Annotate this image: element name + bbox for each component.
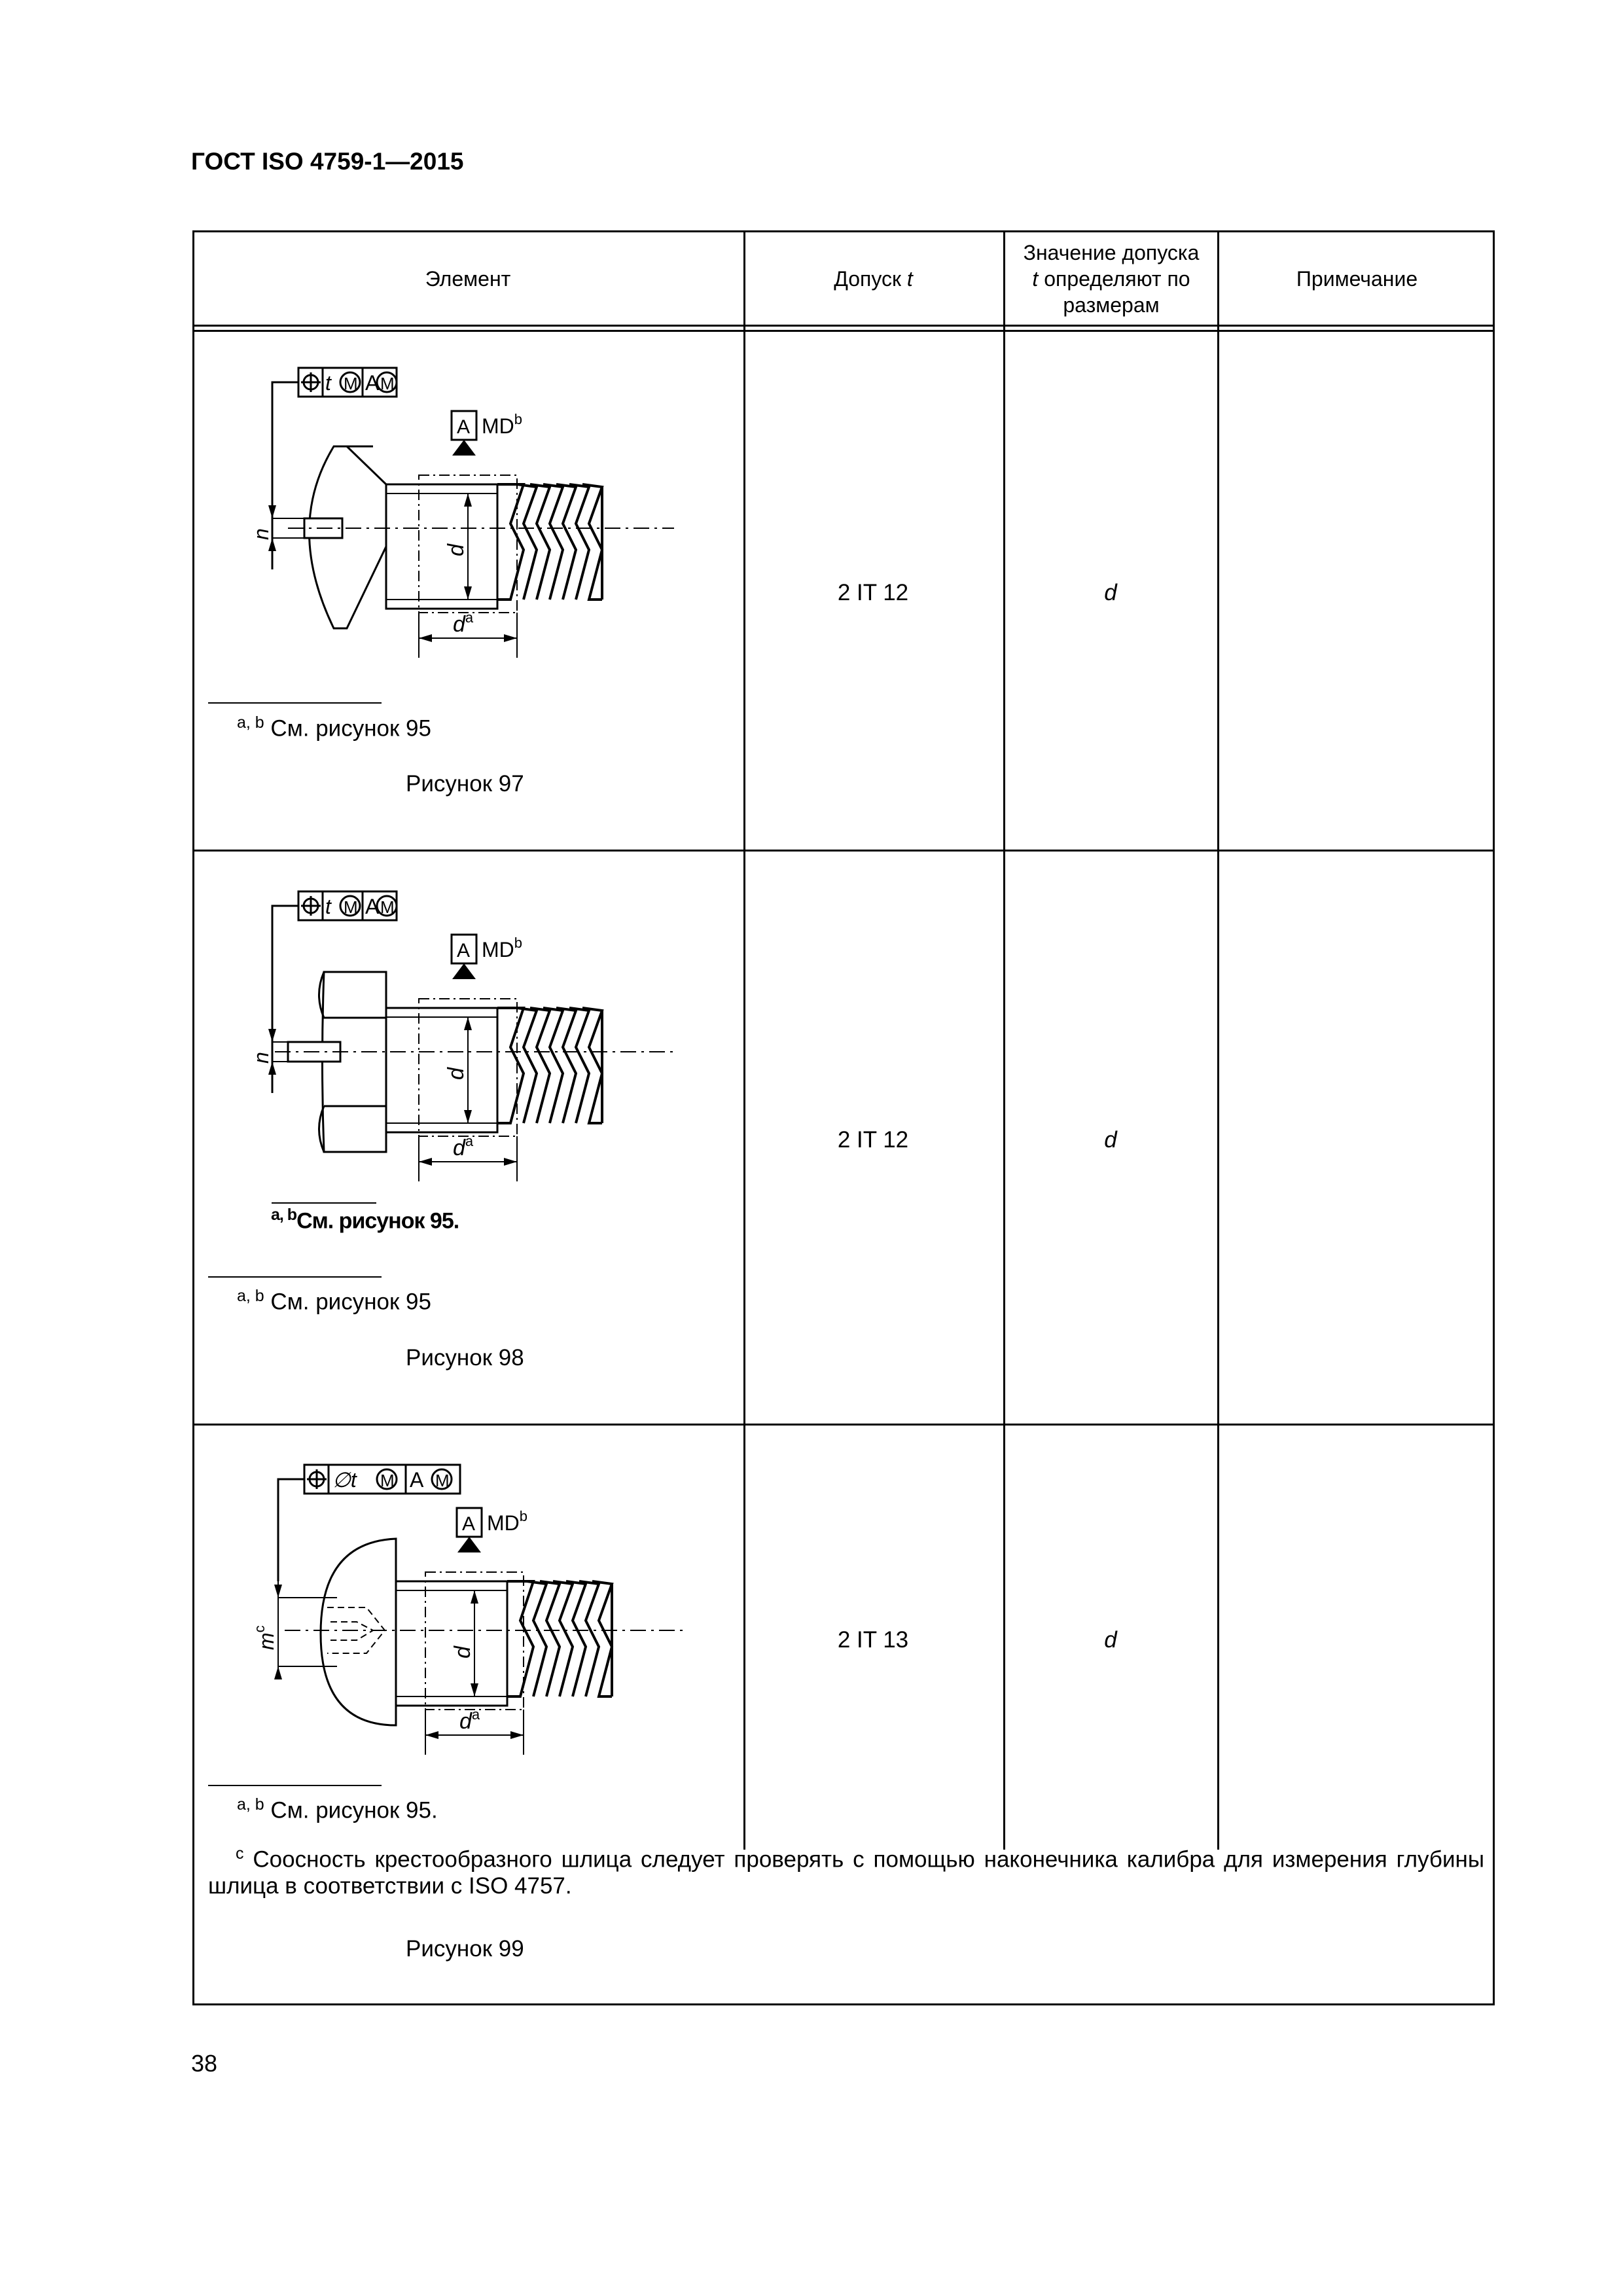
footnote-rule	[208, 1276, 382, 1278]
dim-da: $d^a$	[459, 1706, 480, 1734]
leader-line	[278, 1479, 304, 1581]
mmc-modifier-letter: M	[435, 1471, 450, 1490]
mmc-modifier-letter: M	[380, 374, 395, 393]
frame-datum-a: A	[410, 1468, 424, 1492]
position-symbol-icon	[301, 372, 321, 392]
row-2-footnote: $^{a, b}$ См. рисунок 95	[237, 1287, 431, 1315]
md-label: $MD^b$	[482, 935, 523, 961]
page-number: 38	[191, 2050, 218, 2077]
position-symbol-icon	[301, 896, 321, 916]
md-label: $MD^b$	[482, 411, 523, 438]
row-1-dimension: d	[1104, 580, 1117, 605]
column-separator	[1003, 230, 1005, 1850]
frame-tolerance-t: t	[325, 895, 331, 918]
column-header-note: Примечание	[1296, 267, 1418, 291]
frame-tolerance-phi-t: ∅t	[332, 1468, 357, 1492]
leader-line	[272, 382, 298, 569]
shank	[396, 1581, 507, 1706]
column-separator	[743, 230, 745, 1850]
row-3-tolerance: 2 IT 13	[837, 1627, 909, 1653]
row-2-inner-footnote: $^{a, b}$См. рисунок 95.	[271, 1206, 459, 1234]
row-separator	[192, 850, 1495, 852]
row-1-tolerance: 2 IT 12	[837, 580, 909, 605]
dim-m: $m^c$	[251, 1625, 278, 1650]
row-3-note-c: $^c$ Соосность крестообразного шлица следует проверять с помощью наконечника калибра для измерения глубины шлица в соответствии с ISO 4757.	[208, 1844, 1484, 1899]
datum-triangle-icon	[457, 1537, 481, 1552]
leader-line	[272, 906, 298, 1093]
figure-caption: Рисунок 97	[406, 771, 524, 797]
datum-triangle-icon	[452, 963, 476, 979]
thread	[497, 484, 602, 600]
datum-letter-a: A	[457, 940, 471, 961]
datum-triangle-icon	[452, 440, 476, 456]
datum-letter-a: A	[462, 1513, 476, 1535]
row-2-dimension: d	[1104, 1127, 1117, 1153]
footnote-rule	[208, 702, 382, 704]
frame-datum-a: A	[365, 371, 380, 395]
datum-letter-a: A	[457, 416, 471, 438]
figure-99-pan-head-cross-recess-screw-drawing	[249, 1450, 720, 1765]
dim-d: d	[444, 544, 469, 556]
document-header: ГОСТ ISO 4759-1—2015	[191, 148, 464, 175]
table-header-rule-2	[192, 330, 1495, 332]
column-header-tolerance: Допуск t	[834, 267, 913, 291]
figure-97-countersunk-screw-drawing	[249, 353, 707, 668]
pan-head	[321, 1539, 396, 1725]
dim-da: $d^a$	[453, 609, 474, 637]
position-symbol-icon	[307, 1469, 327, 1489]
column-header-tolerance-value: Значение допуска t определяют по размерам	[1023, 241, 1200, 317]
mmc-modifier-letter: M	[344, 374, 358, 393]
table-header-rule	[192, 325, 1495, 327]
dim-da: $d^a$	[453, 1133, 474, 1160]
dim-d: d	[444, 1067, 469, 1080]
row-3-footnote: $^{a, b}$ См. рисунок 95.	[237, 1795, 438, 1823]
frame-tolerance-t: t	[325, 371, 331, 395]
figure-98-hexagon-screw-drawing	[249, 877, 707, 1217]
figure-caption: Рисунок 99	[406, 1936, 524, 1962]
row-3-dimension: d	[1104, 1627, 1117, 1653]
mmc-modifier-letter: M	[380, 1471, 395, 1490]
md-label: $MD^b$	[487, 1508, 528, 1535]
row-1-footnote: $^{a, b}$ См. рисунок 95	[237, 713, 431, 742]
mmc-modifier-letter: M	[344, 897, 358, 917]
shank	[386, 484, 497, 609]
mmc-modifier-letter: M	[380, 897, 395, 917]
column-header-element: Элемент	[425, 267, 511, 291]
thread	[497, 1008, 602, 1123]
dim-n: n	[249, 528, 273, 540]
column-separator	[1217, 230, 1219, 1850]
shank	[386, 1008, 497, 1132]
frame-datum-a: A	[365, 895, 380, 918]
dim-n: n	[249, 1052, 273, 1064]
dim-d: d	[450, 1646, 475, 1659]
row-2-tolerance: 2 IT 12	[837, 1127, 909, 1153]
row-separator	[192, 1424, 1495, 1426]
figure-caption: Рисунок 98	[406, 1345, 524, 1371]
footnote-rule	[208, 1785, 382, 1786]
